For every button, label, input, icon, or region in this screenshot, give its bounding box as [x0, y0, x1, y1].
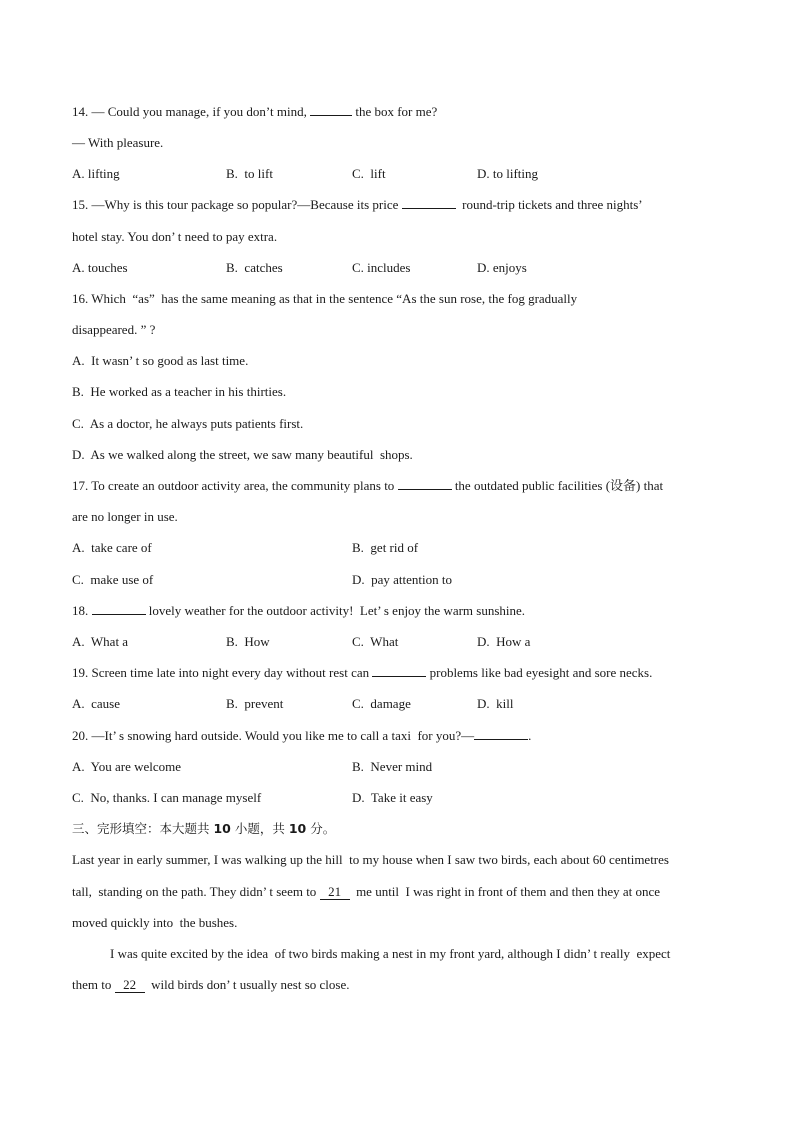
question-19-text-a: 19. Screen time late into night every day without rest can	[72, 665, 373, 680]
blank-22-number: 22	[123, 977, 137, 992]
option-c: C. What	[352, 634, 399, 649]
option-c: C. lift	[352, 166, 386, 181]
question-14-stem	[72, 103, 437, 121]
option-b: B. catches	[226, 260, 283, 275]
option-c: C. includes	[352, 260, 411, 275]
section-heading-text-b: 小题，共	[230, 821, 289, 836]
option-d: D. As we walked along the street, we saw many beautiful shops.	[72, 447, 413, 462]
question-20-text-b: .	[528, 728, 532, 743]
option-a: A. take care of	[72, 540, 152, 555]
answer-blank	[398, 477, 452, 490]
question-14-reply: — With pleasure.	[72, 135, 164, 150]
question-18-stem	[72, 602, 525, 620]
option-a: A. You are welcome	[72, 759, 182, 774]
question-20-text-a: 20. —It’ s snowing hard outside. Would you like me to call a taxi for you?—	[72, 728, 475, 743]
passage-text: tall, standing on the path. They didn’ t seem to	[72, 884, 320, 899]
answer-blank	[310, 103, 352, 116]
option-a: A. It wasn’ t so good as last time.	[72, 353, 249, 368]
option-b: B. prevent	[226, 696, 284, 711]
option-b: B. get rid of	[352, 540, 419, 555]
option-a: A. cause	[72, 696, 121, 711]
option-d: D. How a	[477, 634, 531, 649]
question-19-stem	[72, 664, 652, 682]
passage-text: them to	[72, 977, 115, 992]
passage-line: Last year in early summer, I was walking up the hill to my house when I saw two birds, each about 60 centimetres	[72, 852, 669, 867]
question-14-text-b: the box for me?	[352, 104, 438, 119]
option-c: C. No, thanks. I can manage myself	[72, 790, 262, 805]
question-15-stem-cont: hotel stay. You don’ t need to pay extra.	[72, 229, 278, 244]
question-15-text-b: round-trip tickets and three nights’	[455, 197, 643, 212]
question-14-text-a: 14. — Could you manage, if you don’t mind,	[72, 104, 311, 119]
section-score: 10	[288, 821, 307, 836]
passage-text: me until I was right in front of them and then they at once	[349, 884, 661, 899]
question-18-text-b: lovely weather for the outdoor activity! Let’ s enjoy the warm sunshine.	[145, 603, 526, 618]
section-heading-text-c: 分。	[306, 821, 336, 836]
option-b: B. Never mind	[352, 759, 433, 774]
blank-21	[320, 884, 350, 900]
option-d: D. enjoys	[477, 260, 527, 275]
question-20-stem	[72, 727, 531, 745]
question-15-stem	[72, 196, 643, 214]
option-c: C. As a doctor, he always puts patients first.	[72, 416, 304, 431]
question-17-stem	[72, 477, 663, 495]
question-17-text-b: the outdated public facilities (设备) that	[451, 478, 664, 493]
option-b: B. How	[226, 634, 270, 649]
option-a: A. What a	[72, 634, 129, 649]
answer-blank	[474, 727, 528, 740]
section-heading	[72, 820, 335, 838]
question-15-text-a: 15. —Why is this tour package so popular?—Because its price	[72, 197, 402, 212]
question-16-stem-cont: disappeared. ” ?	[72, 322, 156, 337]
blank-22	[115, 977, 145, 993]
question-17-stem-cont: are no longer in use.	[72, 509, 178, 524]
section-question-count: 10	[213, 821, 231, 836]
option-c: C. make use of	[72, 572, 154, 587]
question-19-text-b: problems like bad eyesight and sore necks.	[426, 665, 653, 680]
question-16-stem: 16. Which “as” has the same meaning as that in the sentence “As the sun rose, the fog gradually	[72, 291, 578, 306]
option-a: A. lifting	[72, 166, 120, 181]
option-b: B. He worked as a teacher in his thirties.	[72, 384, 287, 399]
option-d: D. kill	[477, 696, 514, 711]
option-c: C. damage	[352, 696, 411, 711]
blank-21-number: 21	[328, 884, 342, 899]
passage-line: I was quite excited by the idea of two birds making a nest in my front yard, although I didn’ t really expect	[110, 946, 671, 961]
answer-blank	[372, 664, 426, 677]
answer-blank	[92, 602, 146, 615]
answer-blank	[402, 196, 456, 209]
section-heading-text-a: 三、完形填空：本大题共	[72, 821, 214, 836]
option-d: D. pay attention to	[352, 572, 453, 587]
option-d: D. Take it easy	[352, 790, 433, 805]
question-17-text-a: 17. To create an outdoor activity area, the community plans to	[72, 478, 398, 493]
passage-line	[72, 976, 349, 994]
passage-line	[72, 883, 660, 901]
passage-text: wild birds don’ t usually nest so close.	[144, 977, 350, 992]
option-b: B. to lift	[226, 166, 273, 181]
question-18-text-a: 18.	[72, 603, 92, 618]
option-a: A. touches	[72, 260, 128, 275]
passage-line: moved quickly into the bushes.	[72, 915, 238, 930]
option-d: D. to lifting	[477, 166, 539, 181]
